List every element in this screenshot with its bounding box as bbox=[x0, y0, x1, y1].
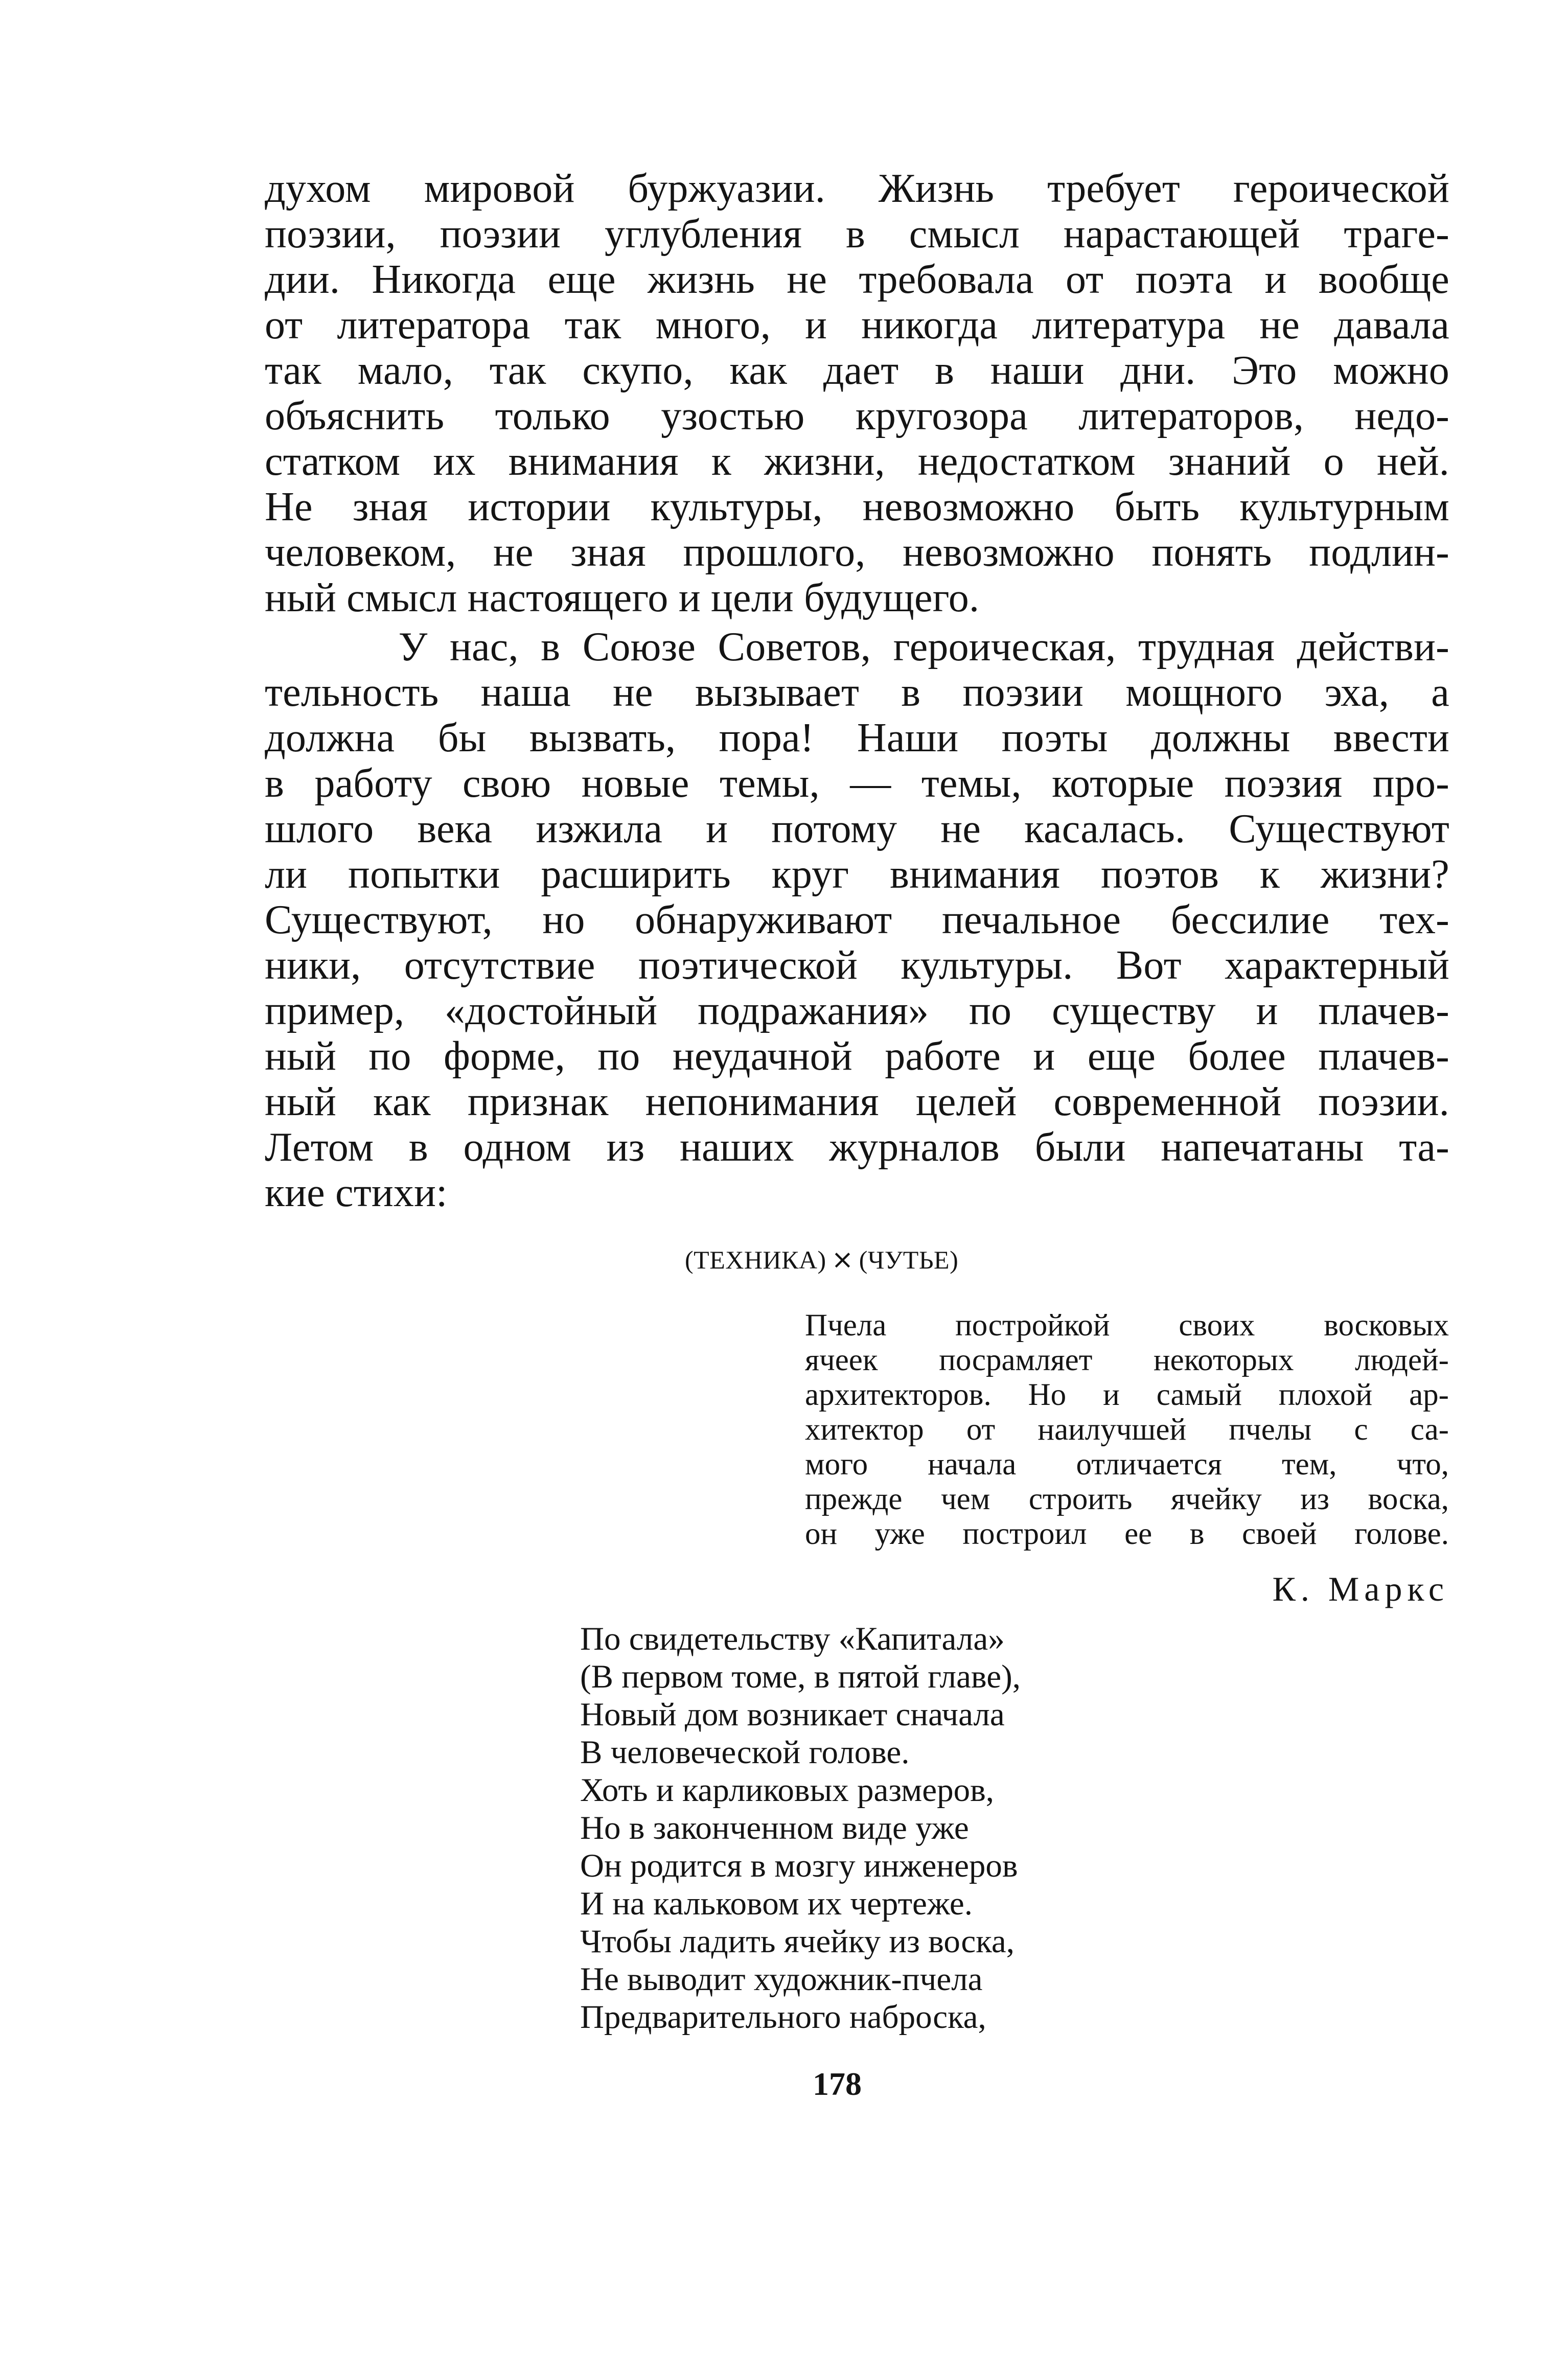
text-line: в работу свою новые темы, — темы, которые поэзия про- bbox=[265, 761, 1449, 806]
poem-line: И на кальковом их чертеже. bbox=[580, 1885, 973, 1922]
poem-line: По свидетельству «Капитала» bbox=[580, 1621, 1005, 1657]
page-number: 178 bbox=[813, 2066, 862, 2102]
text-line: поэзии, поэзии углубления в смысл нарастающей траге- bbox=[265, 212, 1449, 257]
poem-line: Не выводит художник-пчела bbox=[580, 1961, 983, 1998]
text-line: должна бы вызвать, пора! Наши поэты должны ввести bbox=[265, 715, 1449, 760]
text-line: пример, «достойный подражания» по существу и плачев- bbox=[265, 988, 1449, 1033]
poem-line: Чтобы ладить ячейку из воска, bbox=[580, 1923, 1014, 1960]
poem bbox=[580, 1620, 1021, 2036]
text-line: от литератора так много, и никогда литература не давала bbox=[265, 303, 1449, 348]
text-line: так мало, так скупо, как дает в наши дни. Это можно bbox=[265, 348, 1449, 393]
paragraph-2 bbox=[265, 625, 1449, 1216]
text-line: Не зная истории культуры, невозможно быть культурным bbox=[265, 484, 1449, 529]
text-line: духом мировой буржуазии. Жизнь требует героической bbox=[265, 166, 1449, 211]
poem-line: (В первом томе, в пятой главе), bbox=[580, 1658, 1021, 1695]
epigraph-line: Пчела постройкой своих восковых bbox=[805, 1308, 1449, 1343]
text-line: ный смысл настоящего и цели будущего. bbox=[265, 575, 980, 620]
epigraph-line: хитектор от наилучшей пчелы с са- bbox=[805, 1413, 1449, 1447]
epigraph-line: прежде чем строить ячейку из воска, bbox=[805, 1482, 1449, 1516]
text-line: ный по форме, по неудачной работе и еще более плачев- bbox=[265, 1034, 1449, 1079]
poem-line: Новый дом возникает сначала bbox=[580, 1696, 1005, 1733]
epigraph bbox=[805, 1308, 1449, 1552]
epigraph-author: К. Маркс bbox=[1272, 1569, 1449, 1608]
text-line: человеком, не зная прошлого, невозможно понять подлин- bbox=[265, 530, 1449, 575]
text-line: Летом в одном из наших журналов были напечатаны та- bbox=[265, 1125, 1449, 1170]
paragraph-1 bbox=[265, 166, 1449, 621]
text-line: статком их внимания к жизни, недостатком знаний о ней. bbox=[265, 439, 1449, 484]
text-line: ный как признак непонимания целей современной поэзии. bbox=[265, 1079, 1449, 1124]
text-line: Существуют, но обнаруживают печальное бессилие тех- bbox=[265, 897, 1449, 942]
text-line: ли попытки расширить круг внимания поэтов к жизни? bbox=[265, 852, 1449, 897]
text-line: тельность наша не вызывает в поэзии мощного эха, а bbox=[265, 670, 1449, 715]
text-line: кие стихи: bbox=[265, 1170, 448, 1215]
poem-title bbox=[685, 1244, 958, 1275]
poem-line: Он родится в мозгу инженеров bbox=[580, 1847, 1018, 1884]
poem-line: Предварительного наброска, bbox=[580, 1999, 986, 2036]
poem-line: Но в законченном виде уже bbox=[580, 1810, 969, 1846]
epigraph-line: ячеек посрамляет некоторых людей- bbox=[805, 1343, 1449, 1377]
epigraph-line: архитекторов. Но и самый плохой ар- bbox=[805, 1378, 1449, 1412]
epigraph-line: он уже построил ее в своей голове. bbox=[805, 1517, 1449, 1551]
poem-title-right: (ЧУТЬЕ) bbox=[859, 1245, 959, 1274]
text-line: объяснить только узостью кругозора литераторов, недо- bbox=[265, 394, 1449, 438]
text-line: У нас, в Союзе Советов, героическая, трудная действи- bbox=[265, 625, 1449, 669]
poem-line: В человеческой голове. bbox=[580, 1734, 910, 1771]
poem-line: Хоть и карликовых размеров, bbox=[580, 1772, 995, 1809]
text-line: шлого века изжила и потому не касалась. Существуют bbox=[265, 806, 1449, 851]
epigraph-line: мого начала отличается тем, что, bbox=[805, 1447, 1449, 1482]
poem-title-left: (ТЕХНИКА) bbox=[685, 1245, 826, 1274]
text-line: дии. Никогда еще жизнь не требовала от поэта и вообще bbox=[265, 257, 1449, 302]
multiply-symbol: × bbox=[831, 1244, 854, 1275]
text-line: ники, отсутствие поэтической культуры. Вот характерный bbox=[265, 943, 1449, 988]
